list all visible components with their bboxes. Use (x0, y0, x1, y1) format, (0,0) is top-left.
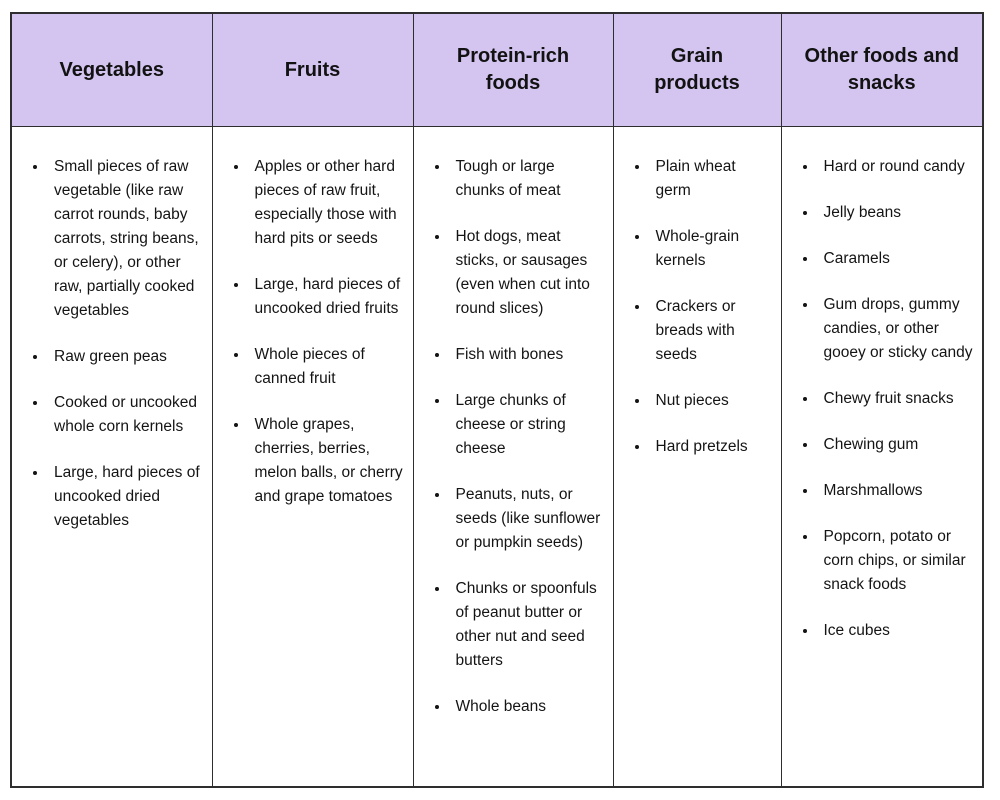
bullet-list-protein-rich-foods (422, 155, 605, 719)
list-item: • Cooked or uncooked whole corn kernels (48, 391, 204, 439)
column-header-fruits: Fruits (212, 13, 413, 127)
list-item: • Fish with bones (450, 343, 605, 367)
list-item: • Chunks or spoonfuls of peanut butter or other nut and seed butters (450, 577, 605, 673)
list-item: • Crackers or breads with seeds (650, 295, 773, 367)
list-item: • Apples or other hard pieces of raw fruit, especially those with hard pits or seeds (249, 155, 405, 251)
list-item: • Caramels (818, 247, 975, 271)
list-item: • Large, hard pieces of uncooked dried fruits (249, 273, 405, 321)
list-item: • Large, hard pieces of uncooked dried vegetables (48, 461, 204, 533)
list-item: • Gum drops, gummy candies, or other gooey or sticky candy (818, 293, 975, 365)
list-item: • Large chunks of cheese or string cheese (450, 389, 605, 461)
list-item: • Marshmallows (818, 479, 975, 503)
list-item: • Whole-grain kernels (650, 225, 773, 273)
list-item: • Plain wheat germ (650, 155, 773, 203)
column-header-other-foods-and-snacks: Other foods and snacks (781, 13, 983, 127)
column-header-protein-rich-foods: Protein-rich foods (413, 13, 613, 127)
column-header-vegetables: Vegetables (11, 13, 212, 127)
list-item: • Hot dogs, meat sticks, or sausages (even when cut into round slices) (450, 225, 605, 321)
column-cell-fruits (212, 127, 413, 788)
bullet-list-other-foods-and-snacks (790, 155, 975, 643)
column-cell-protein-rich-foods (413, 127, 613, 788)
list-item: • Chewing gum (818, 433, 975, 457)
list-item: • Whole beans (450, 695, 605, 719)
list-item: • Raw green peas (48, 345, 204, 369)
list-item: • Jelly beans (818, 201, 975, 225)
list-item: • Whole grapes, cherries, berries, melon balls, or cherry and grape tomatoes (249, 413, 405, 509)
bullet-list-fruits (221, 155, 405, 509)
list-item: • Hard pretzels (650, 435, 773, 459)
column-header-grain-products: Grain products (613, 13, 781, 127)
column-cell-other-foods-and-snacks (781, 127, 983, 788)
bullet-list-grain-products (622, 155, 773, 459)
list-item: • Small pieces of raw vegetable (like raw carrot rounds, baby carrots, string beans, or celery), or other raw, partially cooked vegetables (48, 155, 204, 323)
list-item: • Chewy fruit snacks (818, 387, 975, 411)
body-row (11, 127, 983, 788)
list-item: • Ice cubes (818, 619, 975, 643)
list-item: • Nut pieces (650, 389, 773, 413)
bullet-list-vegetables (20, 155, 204, 533)
table-body-row-group (11, 127, 983, 788)
header-row (11, 13, 983, 127)
list-item: • Tough or large chunks of meat (450, 155, 605, 203)
column-cell-grain-products (613, 127, 781, 788)
list-item: • Peanuts, nuts, or seeds (like sunflower or pumpkin seeds) (450, 483, 605, 555)
table-header-row-group (11, 13, 983, 127)
food-hazard-table (10, 12, 984, 788)
list-item: • Hard or round candy (818, 155, 975, 179)
column-cell-vegetables (11, 127, 212, 788)
list-item: • Popcorn, potato or corn chips, or similar snack foods (818, 525, 975, 597)
list-item: • Whole pieces of canned fruit (249, 343, 405, 391)
